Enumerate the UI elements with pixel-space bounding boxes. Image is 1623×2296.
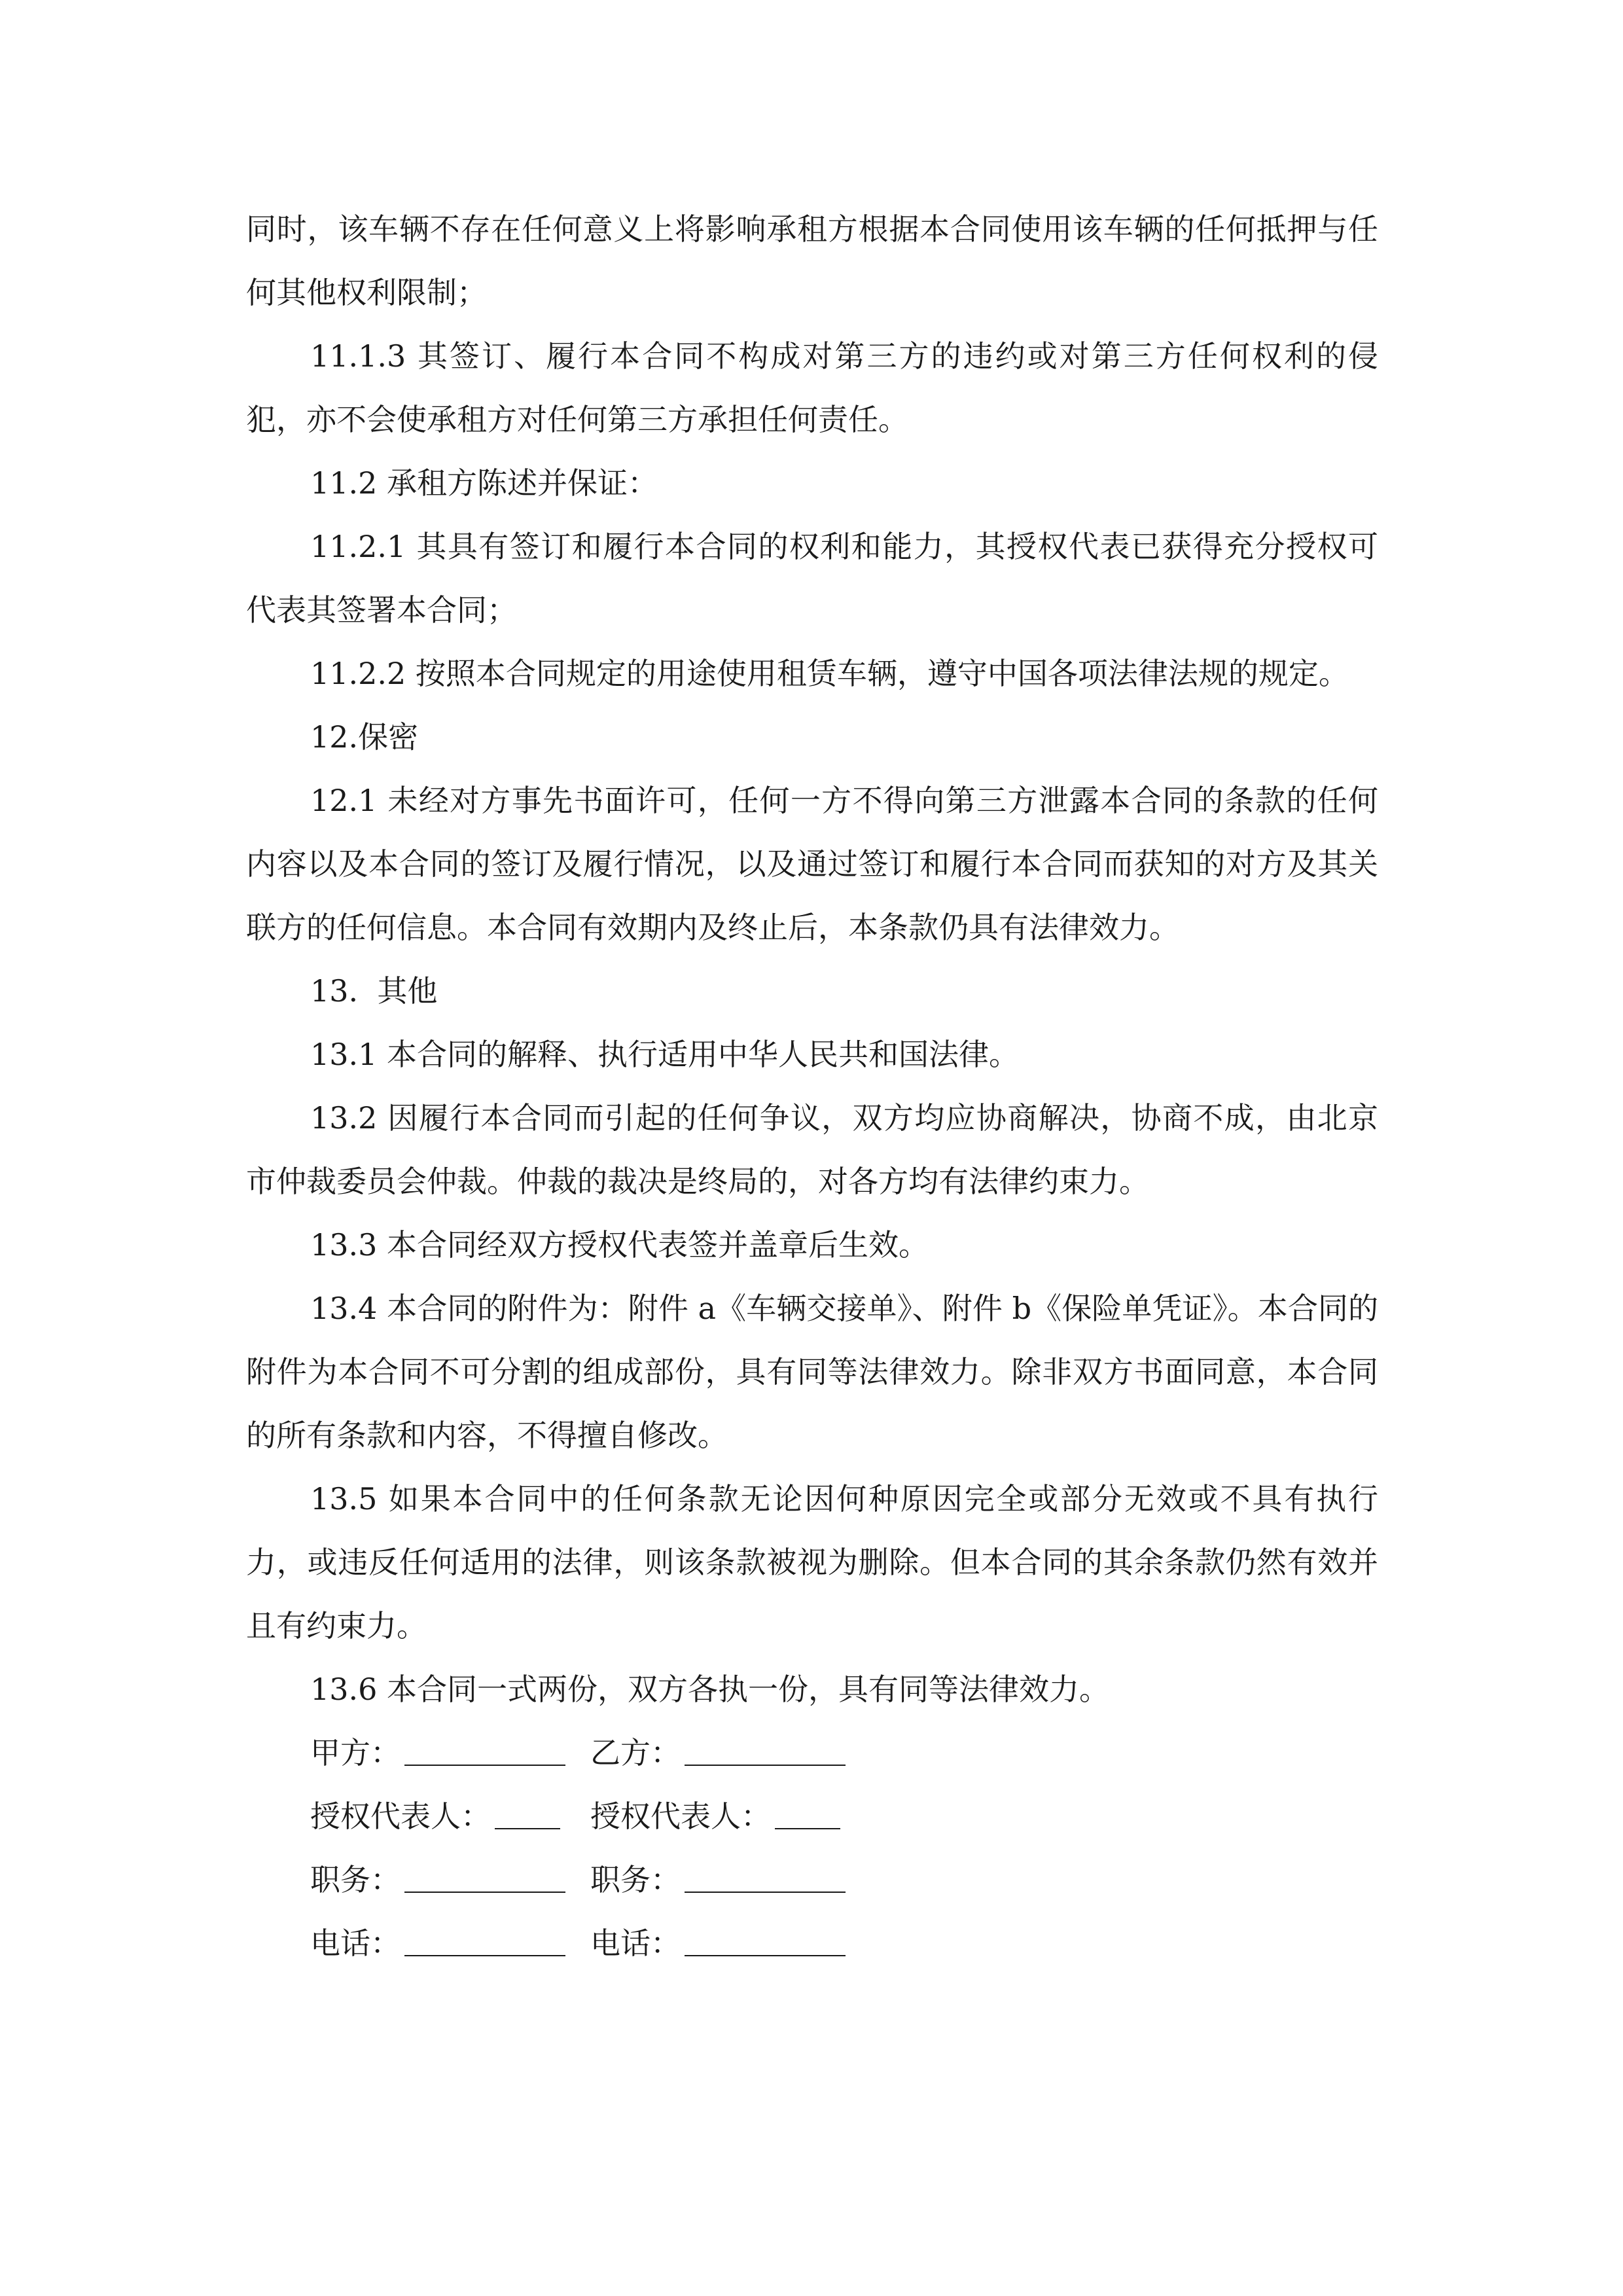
section-heading-12: 12.保密 [310,719,419,755]
title-b-label: 职务： [590,1862,681,1897]
signature-row-representative [310,1785,1378,1848]
paragraph-13-6: 13.6 本合同一式两份，双方各执一份，具有同等法律效力。 [310,1672,1110,1707]
paragraph-11-2-1: 11.2.1 其具有签订和履行本合同的权利和能力，其授权代表已获得充分授权可代表其签署本合同； [246,529,1378,628]
phone-a-label: 电话： [310,1926,401,1961]
paragraph-11-2-2: 11.2.2 按照本合同规定的用途使用租赁车辆，遵守中国各项法律法规的规定。 [310,656,1349,691]
signature-row-title [310,1848,1378,1912]
phone-a-blank[interactable] [404,1948,565,1956]
rep-b-field [590,1785,840,1848]
title-a-label: 职务： [310,1862,401,1897]
title-b-blank[interactable] [685,1885,846,1893]
section-heading-13: 13. 其他 [310,973,438,1009]
paragraph-13-4: 13.4 本合同的附件为：附件 a《车辆交接单》、附件 b《保险单凭证》。本合同的附件为本合同不可分割的组成部份，具有同等法律效力。除非双方书面同意，本合同的所有条款和内容，不得擅自修改。 [246,1291,1378,1453]
paragraph-13-1: 13.1 本合同的解释、执行适用中华人民共和国法律。 [310,1037,1020,1072]
phone-b-blank[interactable] [685,1948,846,1956]
rep-a-field [310,1785,590,1848]
paragraph-1: 同时，该车辆不存在任何意义上将影响承租方根据本合同使用该车辆的任何抵押与任何其他权利限制； [246,211,1378,310]
document-page [246,198,1378,1975]
paragraph-11-2: 11.2 承租方陈述并保证： [310,465,658,501]
phone-b-field [590,1912,846,1975]
title-a-field [310,1848,590,1912]
title-b-field [590,1848,846,1912]
phone-a-field [310,1912,590,1975]
paragraph-13-5: 13.5 如果本合同中的任何条款无论因何种原因完全或部分无效或不具有执行力，或违反任何适用的法律，则该条款被视为删除。但本合同的其余条款仍然有效并且有约束力。 [246,1481,1378,1643]
party-b-field [590,1721,846,1785]
rep-b-label: 授权代表人： [590,1799,771,1834]
phone-b-label: 电话： [590,1926,681,1961]
party-a-blank[interactable] [404,1758,565,1766]
signature-row-phone [310,1912,1378,1975]
rep-a-label: 授权代表人： [310,1799,491,1834]
party-a-field [310,1721,590,1785]
rep-a-blank[interactable] [495,1821,560,1829]
party-b-blank[interactable] [685,1758,846,1766]
paragraph-13-2: 13.2 因履行本合同而引起的任何争议，双方均应协商解决，协商不成，由北京市仲裁委员会仲裁。仲裁的裁决是终局的，对各方均有法律约束力。 [246,1100,1378,1199]
paragraph-11-1-3: 11.1.3 其签订、履行本合同不构成对第三方的违约或对第三方任何权利的侵犯，亦不会使承租方对任何第三方承担任何责任。 [246,338,1378,437]
title-a-blank[interactable] [404,1885,565,1893]
signature-row-party [310,1721,1378,1785]
party-a-label: 甲方： [310,1735,401,1770]
paragraph-13-3: 13.3 本合同经双方授权代表签并盖章后生效。 [310,1227,929,1263]
rep-b-blank[interactable] [775,1821,840,1829]
paragraph-12-1: 12.1 未经对方事先书面许可，任何一方不得向第三方泄露本合同的条款的任何内容以及本合同的签订及履行情况，以及通过签订和履行本合同而获知的对方及其关联方的任何信息。本合同有效期内及终止后，本条款仍具有法律效力。 [246,783,1378,945]
party-b-label: 乙方： [590,1735,681,1770]
